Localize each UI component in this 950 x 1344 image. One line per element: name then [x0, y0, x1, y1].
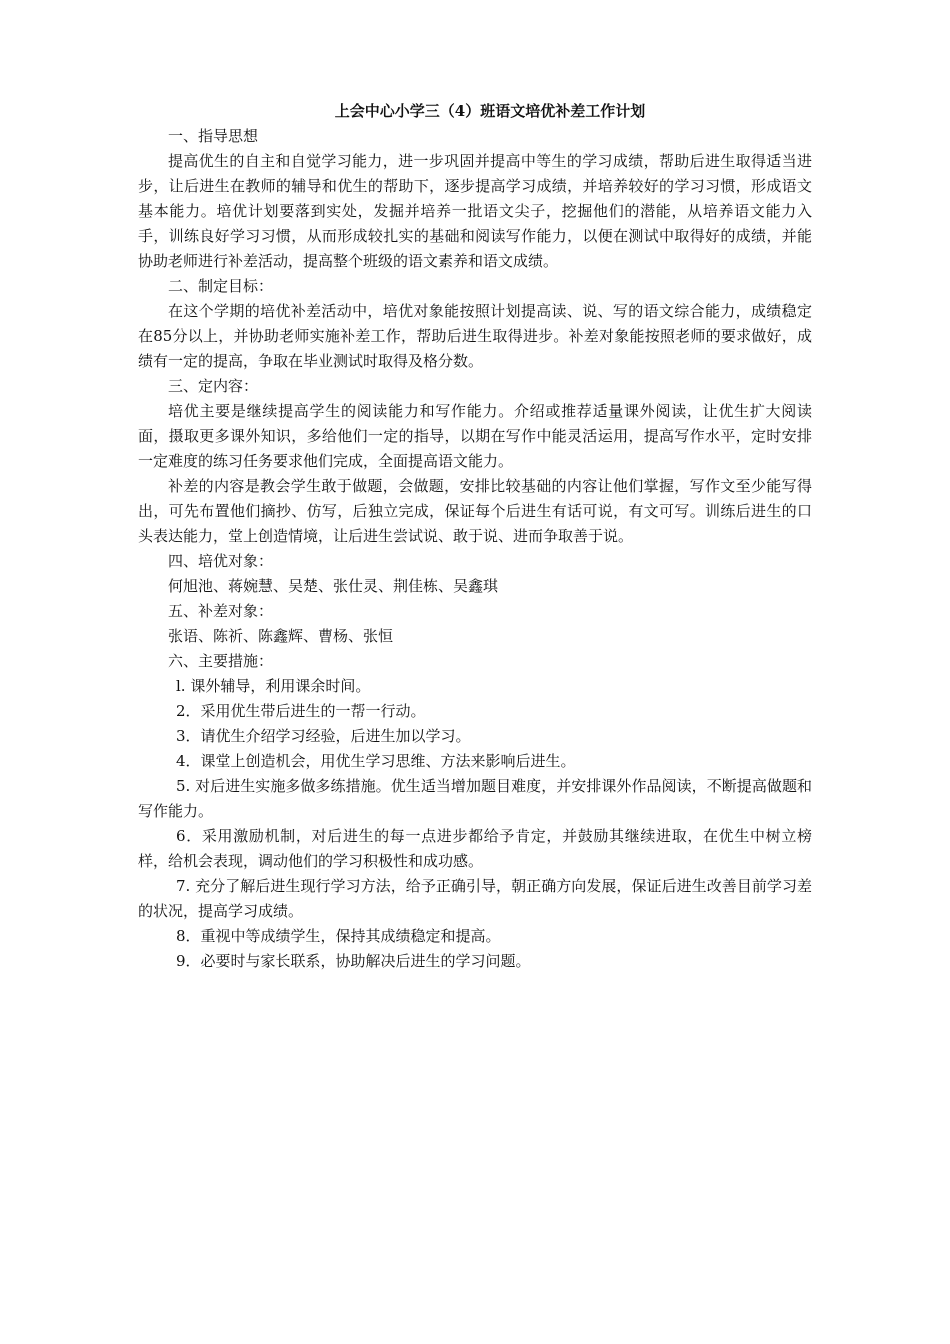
section-heading-measures: 六、主要措施： — [168, 652, 274, 670]
document-title: 上会中心小学三（4）班语文培优补差工作计划 — [334, 102, 646, 120]
measure-item: 3．请优生介绍学习经验，后进生加以学习。 — [176, 727, 471, 745]
measure-item: 2．采用优生带后进生的一帮一行动。 — [176, 702, 426, 720]
section-heading-goals: 二、制定目标： — [168, 277, 274, 295]
paragraph-goals: 在这个学期的培优补差活动中，培优对象能按照计划提高读、说、写的语文综合能力，成绩稳定在85分以上，并协助老师实施补差工作，帮助后进生取得进步。补差对象能按照老师的要求做好，成绩有一定的提高，争取在毕业测试时取得及格分数。 — [138, 302, 812, 370]
section-heading-advanced-students: 四、培优对象： — [168, 552, 274, 570]
paragraph-content-advanced: 培优主要是继续提高学生的阅读能力和写作能力。介绍或推荐适量课外阅读，让优生扩大阅读面，摄取更多课外知识，多给他们一定的指导，以期在写作中能灵活运用，提高写作水平，定时安排一定难度的练习任务要求他们完成，全面提高语文能力。 — [138, 402, 812, 470]
paragraph-content-remedial: 补差的内容是教会学生敢于做题，会做题，安排比较基础的内容让他们掌握，写作文至少能写得出，可先布置他们摘抄、仿写，后独立完成，保证每个后进生有话可说，有文可写。训练后进生的口头表达能力，堂上创造情境，让后进生尝试说、敢于说、进而争取善于说。 — [138, 477, 812, 545]
measure-item: 8．重视中等成绩学生，保持其成绩稳定和提高。 — [176, 927, 501, 945]
measure-item: 5. 对后进生实施多做多练措施。优生适当增加题目难度，并安排课外作品阅读，不断提高做题和写作能力。 — [138, 777, 812, 820]
measure-item: 6．采用激励机制，对后进生的每一点进步都给予肯定，并鼓励其继续进取，在优生中树立榜样，给机会表现，调动他们的学习积极性和成功感。 — [138, 827, 812, 870]
section-heading-remedial-students: 五、补差对象： — [168, 602, 274, 620]
document-body — [138, 99, 812, 974]
advanced-students-list: 何旭池、蒋婉慧、吴楚、张仕灵、荆佳栋、吴鑫琪 — [168, 577, 499, 595]
measure-item: 4．课堂上创造机会，用优生学习思维、方法来影响后进生。 — [176, 752, 576, 770]
section-heading-guiding-thought: 一、指导思想 — [168, 127, 259, 145]
measure-item: 7. 充分了解后进生现行学习方法，给予正确引导，朝正确方向发展，保证后进生改善目前学习差的状况，提高学习成绩。 — [138, 877, 812, 920]
measure-item: 9．必要时与家长联系，协助解决后进生的学习问题。 — [176, 952, 531, 970]
paragraph-guiding-thought: 提高优生的自主和自觉学习能力，进一步巩固并提高中等生的学习成绩，帮助后进生取得适当进步，让后进生在教师的辅导和优生的帮助下，逐步提高学习成绩，并培养较好的学习习惯，形成语文基本能力。培优计划要落到实处，发掘并培养一批语文尖子，挖掘他们的潜能，从培养语文能力入手，训练良好学习习惯，从而形成较扎实的基础和阅读写作能力，以便在测试中取得好的成绩，并能协助老师进行补差活动，提高整个班级的语文素养和语文成绩。 — [138, 152, 812, 270]
section-heading-content: 三、定内容： — [168, 377, 259, 395]
measure-item: l. 课外辅导，利用课余时间。 — [176, 677, 371, 695]
remedial-students-list: 张语、陈祈、陈鑫辉、曹杨、张恒 — [168, 627, 394, 645]
